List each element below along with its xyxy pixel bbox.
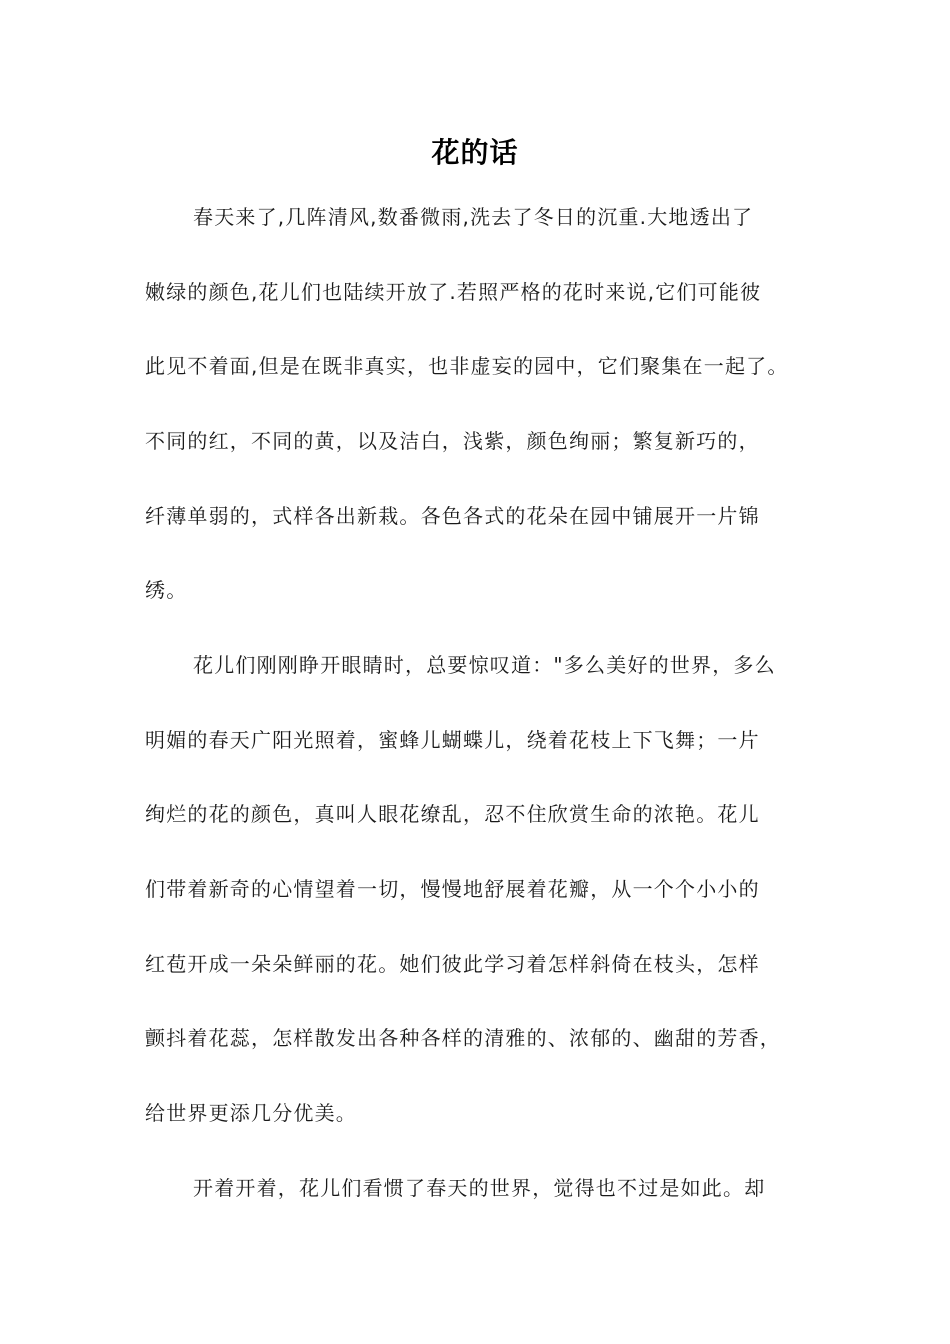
paragraph-line: 纤薄单弱的，式样各出新栽。各色各式的花朵在园中铺展开一片锦 [145,504,760,528]
paragraph-line: 春天来了,几阵清风,数番微雨,洗去了冬日的沉重.大地透出了 [193,205,754,229]
paragraph-line: 嫩绿的颜色,花儿们也陆续开放了.若照严格的花时来说,它们可能彼 [145,280,762,304]
paragraph-line: 红苞开成一朵朵鲜丽的花。她们彼此学习着怎样斜倚在枝头，怎样 [145,952,760,976]
paragraph-line: 绣。 [145,578,188,602]
paragraph-line: 此见不着面,但是在既非真实，也非虚妄的园中，它们聚集在一起了。 [145,354,789,378]
paragraph-line: 们带着新奇的心情望着一切，慢慢地舒展着花瓣，从一个个小小的 [145,877,760,901]
paragraph-line: 给世界更添几分优美。 [145,1101,357,1125]
paragraph-line: 开着开着，花儿们看惯了春天的世界，觉得也不过是如此。却 [193,1176,766,1200]
paragraph-line: 花儿们刚刚睁开眼睛时，总要惊叹道："多么美好的世界，多么 [193,653,776,677]
paragraph-line: 明媚的春天广阳光照着，蜜蜂儿蝴蝶儿，绕着花枝上下飞舞；一片 [145,728,760,752]
paragraph-line: 颤抖着花蕊，怎样散发出各种各样的清雅的、浓郁的、幽甜的芳香， [145,1026,781,1050]
paragraph-line: 绚烂的花的颜色，真叫人眼花缭乱，忍不住欣赏生命的浓艳。花儿 [145,802,760,826]
document-title: 花的话 [431,136,519,169]
paragraph-line: 不同的红，不同的黄，以及洁白，浅紫，颜色绚丽；繁复新巧的， [145,429,760,453]
